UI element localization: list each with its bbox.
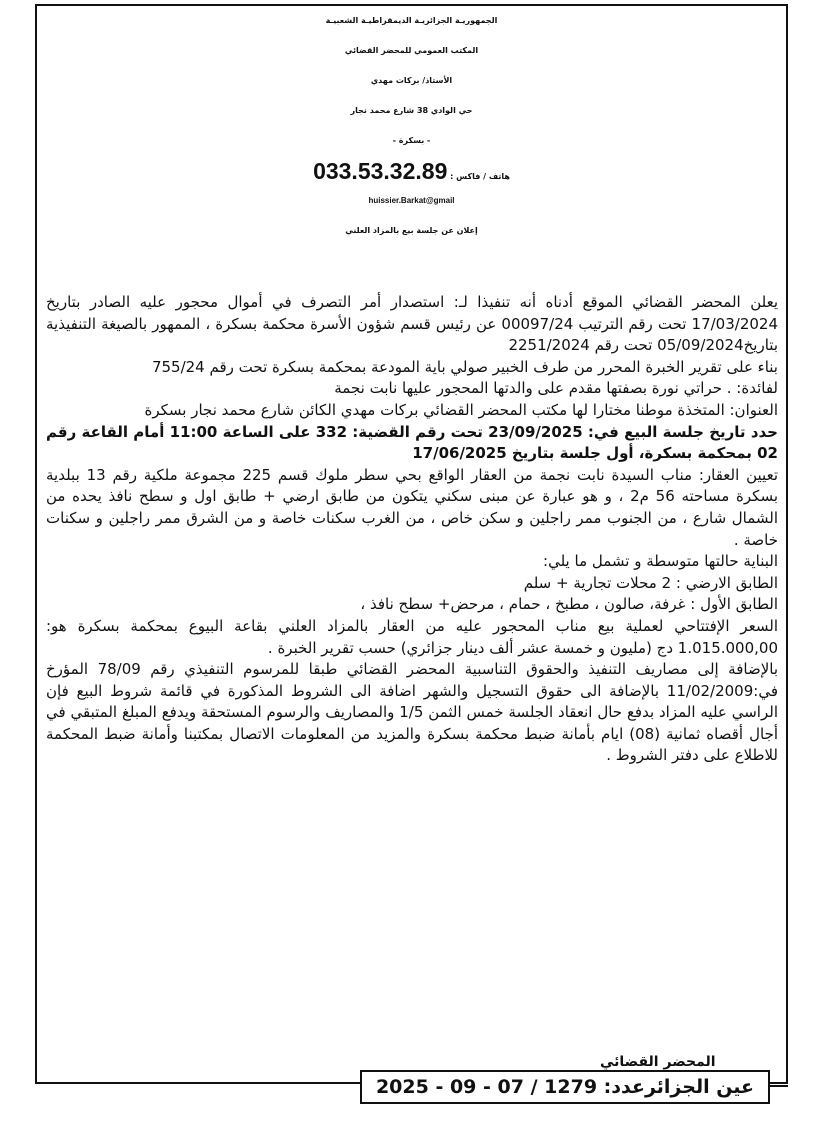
announcement-body [46,292,778,767]
office-name: المكتب العمومي للمحضر القضائي [344,46,479,55]
paragraph-session-date: حدد تاريخ جلسة البيع في: 23/09/2025 تحت رقم القضية: 332 على الساعة 11:00 أمام القاعة رقم 02 بمحكمة بسكرة، أول جلسة بتاريخ 17/06/2025 [46,422,778,463]
paragraph-fees: بالإضافة إلى مصاريف التنفيذ والحقوق التناسبية المحضر القضائي طبقا للمرسوم التنفيذي رقم 78/09 المؤرخ في:11/02/2009 بالإضافة الى حقوق التسجيل والشهر اضافة الى الشروط المذكورة في قائمة شروط البيع فإن الراسي عليه المزاد بدفع حال انعقاد الجلسة خمس الثمن 1/5 والمصاريف والرسوم المستحقة ويدفع المبلغ المتبقي في أجال أقصاه ثمانية (08) ايام بأمانة ضبط محكمة بسكرة والمزيد من المعلومات الاتصال بمكتبنا وأمانة ضبط المحكمة للاطلاع على دفتر الشروط . [46,660,779,765]
paragraph-address: العنوان: المتخذة موطنا مختارا لها مكتب المحضر القضائي بركات مهدي الكائن شارع محمد نجار بسكرة [144,400,778,419]
city-name: - بسكرة - [392,136,431,145]
email-address: huissier.Barkat@gmail [368,196,455,205]
footer-connector [770,1085,788,1087]
paragraph-expertise: بناء على تقرير الخبرة المحرر من طرف الخبير صولي باية المودعة بمحكمة بسكرة تحت رقم 755/24 [151,357,778,376]
phone-number: 033.53.32.89 [313,158,448,184]
paragraph-ground-floor: الطابق الارضي : 2 محلات تجارية + سلم [523,573,778,592]
paragraph-property: تعيين العقار: مناب السيدة نابت نجمة من العقار الواقع بحي سطر ملوك قسم 225 مجموعة ملكية رقم 13 ببلدية بسكرة مساحته 56 م2 ، و هو عبارة عن مبنى سكني يتكون من طابق ارضي + طابق اول و سطح نافذ يحده من الشمال شارع ، من الجنوب ممر راجلين و سكن خاص ، من الغرب سكنات خاصة و من الشرق ممر راجلين و سكنات خاصة . [46,465,779,549]
newspaper-issue: عين الجزائرعدد: 1279 / 07 - 09 - 2025 [375,1076,755,1098]
paragraph-beneficiary: لفائدة: . حراتي نورة بصفتها مقدم على والدتها المحجور عليها نابت نجمة [334,379,778,398]
announcement-title: إعلان عن جلسة بيع بالمزاد العلني [345,226,478,235]
phone-label: هاتف / فاكس : [450,172,510,181]
paragraph-building-state: البناية حالتها متوسطة و تشمل ما يلي: [543,552,778,571]
newspaper-issue-box [360,1070,770,1104]
signature: المحضر القضائي [600,1054,716,1070]
office-address: حي الوادي 38 شارع محمد نجار [350,106,473,115]
letterhead [37,6,786,246]
paragraph-mandate: يعلن المحضر القضائي الموقع أدناه أنه تنفيذا لـ: استصدار أمر التصرف في أموال محجور عليه الصادر بتاريخ 17/03/2024 تحت رقم الترتيب 00097/24 عن رئيس قسم شؤون الأسرة محكمة بسكرة ، الممهور بالصيغة التنفيذية بتاريخ05/09/2024 تحت رقم 2251/2024 [46,293,778,355]
republic-heading: الجمهوريـة الجزائريـة الديمقراطيـة الشعبيـة [325,16,498,25]
phone-line [37,156,786,186]
bailiff-name: الأستاذ/ بركات مهدي [370,76,453,85]
paragraph-opening-price: السعر الإفتتاحي لعملية بيع مناب المحجور عليه من العقار بالمزاد العلني بقاعة البيوع بمحكمة بسكرة هو: 1.015.000,00 دج (مليون و خمسة عشر ألف دينار جزائري) حسب تقرير الخبرة . [46,616,778,657]
paragraph-first-floor: الطابق الأول : غرفة، صالون ، مطبخ ، حمام ، مرحض+ سطح نافذ ، [360,595,778,614]
